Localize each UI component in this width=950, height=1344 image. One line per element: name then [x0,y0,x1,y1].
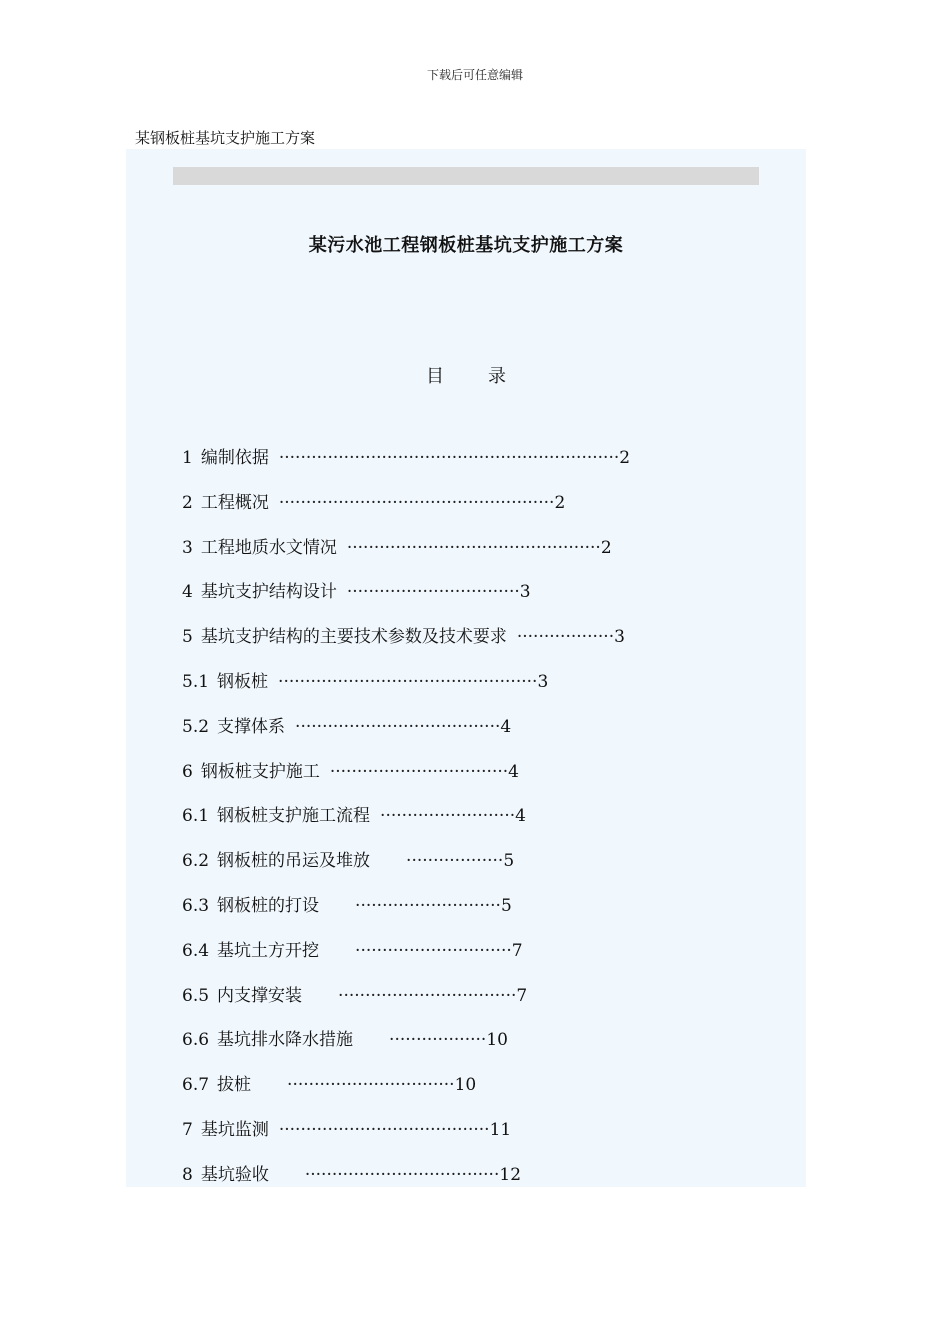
toc-item-number: 6.3 [182,895,210,916]
toc-list [182,445,630,1207]
toc-item-leader: ································· [338,985,517,1006]
toc-item-number: 3 [182,537,193,558]
toc-item-number: 6.1 [182,806,210,827]
toc-heading [126,362,806,388]
toc-item-leader: ·················· [406,851,504,872]
toc-item-leader: ································· [329,761,509,782]
toc-item-page: 2 [600,537,612,558]
toc-item-page: 11 [489,1119,512,1140]
toc-item-text: 基坑支护结构的主要技术参数及技术要求 [200,627,507,648]
toc-item-text: 钢板桩支护施工 [200,761,320,782]
toc-item-page: 3 [537,671,549,692]
toc-item-number: 5.1 [182,671,210,692]
toc-item-number: 5 [182,627,193,648]
toc-item-leader: ······························· [287,1075,455,1096]
toc-item-text: 钢板桩的吊运及堆放 [217,851,371,872]
toc-item-leader: ··············································· [346,537,601,558]
toc-item[interactable] [182,983,630,1028]
toc-item-text: 基坑排水降水措施 [217,1030,354,1051]
toc-item-leader: ························· [380,806,516,827]
page-header-note: 下载后可任意编辑 [426,68,523,82]
toc-item-number: 1 [182,448,193,468]
toc-item-page: 4 [515,806,526,827]
toc-item-page: 10 [486,1030,508,1051]
toc-item-leader: ······································· [278,1119,490,1140]
toc-item-page: 4 [500,716,512,737]
toc-item[interactable] [182,714,630,759]
toc-item[interactable] [182,893,630,938]
toc-item[interactable] [182,535,630,580]
toc-item-leader: ················································ [278,671,538,692]
toc-item-text: 钢板桩支护施工流程 [217,806,371,827]
toc-item-number: 6 [182,761,193,782]
toc-item-number: 4 [182,582,193,603]
toc-item[interactable] [182,1117,630,1162]
toc-item[interactable] [182,445,630,490]
toc-item-text: 工程概况 [200,492,269,513]
toc-item-text: 编制依据 [200,448,269,468]
toc-heading-char-1: 目 [426,366,444,387]
toc-item-text: 钢板桩的打设 [217,895,320,916]
toc-item-page: 5 [503,851,515,872]
toc-item-number: 8 [182,1164,193,1185]
toc-item-leader: ··························· [355,895,501,916]
toc-item-number: 5.2 [182,716,210,737]
toc-item-number: 6.6 [182,1030,210,1051]
toc-item-number: 6.5 [182,985,210,1006]
toc-item-text: 内支撑安装 [217,985,303,1006]
toc-item[interactable] [182,624,630,669]
main-title: 某污水池工程钢板桩基坑支护施工方案 [308,235,624,256]
content-panel [126,149,806,1187]
toc-item-page: 2 [619,448,631,468]
toc-item[interactable] [182,803,630,848]
toc-item[interactable] [182,1072,630,1117]
toc-item[interactable] [182,579,630,624]
toc-item[interactable] [182,1162,630,1207]
toc-item-text: 基坑支护结构设计 [200,582,337,603]
toc-item-text: 基坑监测 [200,1119,269,1140]
toc-item-leader: ····························· [355,940,512,961]
toc-item-number: 6.7 [182,1075,210,1096]
toc-item-text: 钢板桩 [217,671,269,692]
toc-item-leader: ·················· [389,1030,487,1051]
toc-item-text: 基坑验收 [200,1164,269,1185]
toc-heading-char-2: 录 [488,366,506,387]
toc-item-leader: ·················· [516,627,615,648]
toc-item-leader: ··················································· [278,492,555,513]
toc-item-number: 6.2 [182,851,210,872]
toc-item-number: 7 [182,1119,193,1140]
toc-item-page: 2 [554,492,566,513]
toc-item-text: 支撑体系 [217,716,286,737]
toc-item-page: 3 [614,627,625,648]
toc-item-number: 2 [182,492,193,513]
toc-item[interactable] [182,490,630,535]
toc-item-page: 4 [508,761,519,782]
toc-item-number: 6.4 [182,940,210,961]
toc-item-leader: ······························································· [278,448,620,468]
toc-item-page: 10 [454,1075,477,1096]
toc-item-page: 12 [499,1164,522,1185]
toc-item[interactable] [182,848,630,893]
toc-item-page: 5 [500,895,512,916]
toc-item-page: 7 [511,940,523,961]
document-title: 某钢板桩基坑支护施工方案 [135,129,316,147]
toc-item-leader: ···································· [304,1164,500,1185]
toc-item[interactable] [182,759,630,804]
toc-item-text: 拔桩 [217,1075,252,1096]
toc-item-text: 工程地质水文情况 [200,537,337,558]
toc-item-leader: ······································ [295,716,501,737]
toc-item-text: 基坑土方开挖 [217,940,320,961]
toc-item[interactable] [182,1027,630,1072]
toc-item[interactable] [182,669,630,714]
toc-item[interactable] [182,938,630,983]
toc-item-leader: ································ [346,582,520,603]
toc-item-page: 7 [516,985,528,1006]
decorative-bar [173,167,759,185]
toc-item-page: 3 [519,582,531,603]
